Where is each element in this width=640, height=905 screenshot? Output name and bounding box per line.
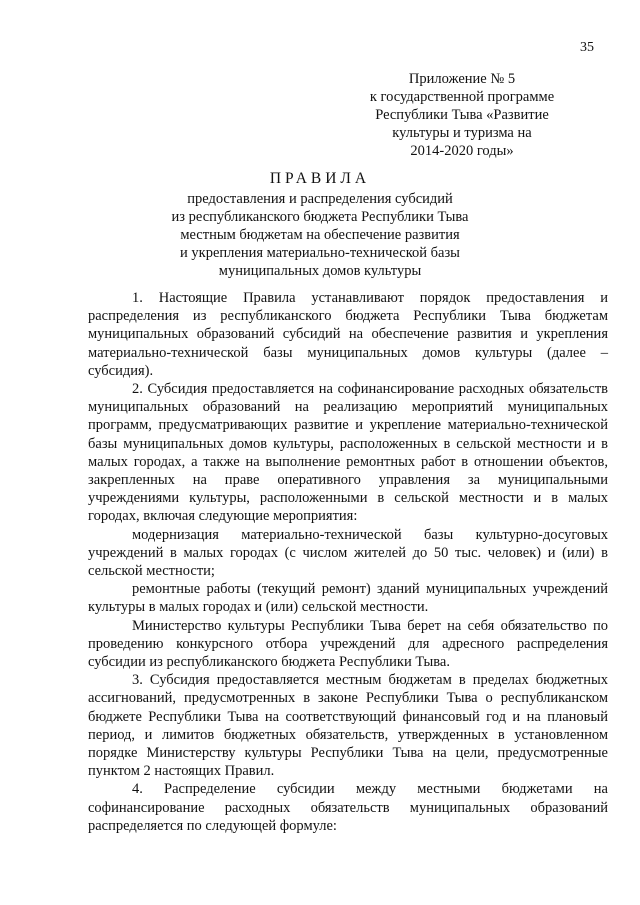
- title-block: [90, 170, 550, 280]
- paragraph-4: 4. Распределение субсидии между местными бюджетами на софинансирование расходных обязательств муниципальных образований распределяется по следующей формуле:: [88, 781, 608, 834]
- paragraph-2: 2. Субсидия предоставляется на софинансирование расходных обязательств муниципальных образований на реализацию мероприятий муниципальных программ, предусматривающих развитие и укрепление материально-технической базы муниципальных домов культуры, расположенных в сельской местности и в малых городах, а также на выполнение ремонтных работ в отношении объектов, закрепленных на праве оперативного управления за муниципальными учреждениями культуры, расположенными в сельской местности и в малых городах, включая следующие мероприятия:: [88, 381, 608, 525]
- appendix-reference: [332, 70, 592, 160]
- subtitle-line: из республиканского бюджета Республики Тыва: [171, 209, 469, 225]
- subtitle-line: муниципальных домов культуры: [218, 263, 422, 279]
- document-title: ПРАВИЛА: [269, 170, 371, 187]
- paragraph-ministry-obligation: Министерство культуры Республики Тыва берет на себя обязательство по проведению конкурсного отбора учреждений для адресного распределения субсидии из республиканского бюджета Республики Тыва.: [88, 617, 608, 671]
- page-number: 35: [580, 40, 594, 55]
- appendix-line: 2014-2020 годы»: [410, 143, 514, 159]
- appendix-line: Республики Тыва «Развитие: [375, 107, 549, 123]
- appendix-line: культуры и туризма на: [392, 125, 532, 141]
- subtitle-line: местным бюджетам на обеспечение развития: [180, 227, 460, 243]
- paragraph-1: 1. Настоящие Правила устанавливают порядок предоставления и распределения из республиканского бюджета Республики Тыва бюджетам муниципальных образований субсидий на обеспечение развития и укрепления материально-технической базы муниципальных домов культуры (далее – субсидия).: [88, 290, 608, 379]
- paragraph-2-item-modernization: модернизация материально-технической базы культурно-досуговых учреждений в малых городах (с числом жителей до 50 тыс. человек) и (или) в сельской местности;: [88, 526, 608, 580]
- paragraph-2-item-repair: ремонтные работы (текущий ремонт) зданий муниципальных учреждений культуры в малых городах и (или) сельской местности.: [88, 581, 608, 616]
- document-subtitle: [90, 190, 550, 280]
- subtitle-line: предоставления и распределения субсидий: [187, 191, 453, 207]
- paragraph-3: 3. Субсидия предоставляется местным бюджетам в пределах бюджетных ассигнований, предусмотренных в законе Республики Тыва о республиканском бюджете Республики Тыва на соответствующий финансовый год и на плановый период, и лимитов бюджетных обязательств, утвержденных в установленном порядке Министерству культуры Республики Тыва на цели, предусмотренные пунктом 2 настоящих Правил.: [88, 672, 608, 780]
- appendix-line: к государственной программе: [369, 89, 555, 105]
- appendix-line: Приложение № 5: [408, 71, 516, 87]
- document-body: [88, 289, 608, 835]
- subtitle-line: и укрепления материально-технической базы: [180, 245, 460, 261]
